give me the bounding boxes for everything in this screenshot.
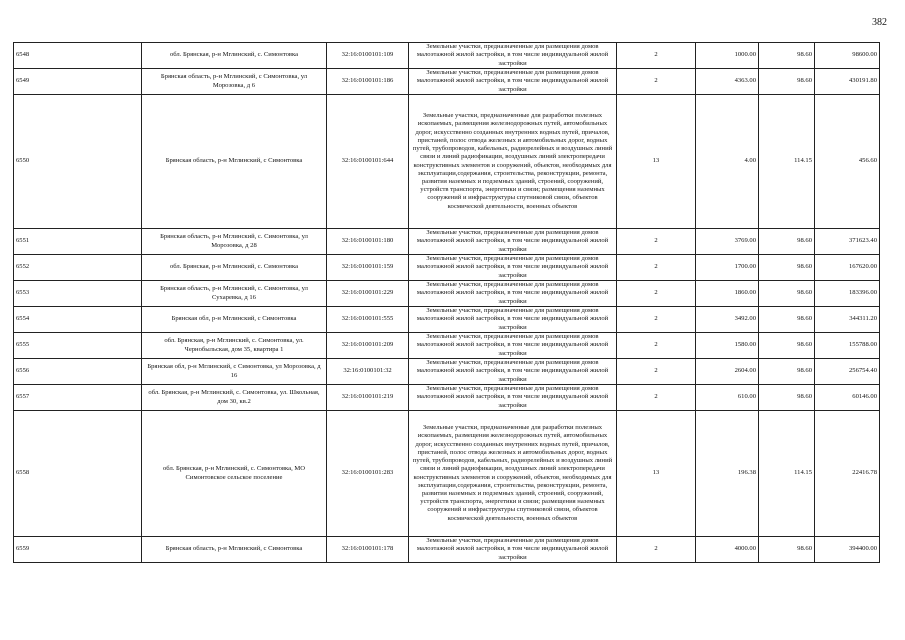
table-row [14,255,880,281]
address-cell: обл. Брянская, р-н Мглинский, с. Симонтовка, ул. Школьная, дом 30, кв.2 [142,385,327,411]
address-cell: обл. Брянская, р-н Мглинский, с. Симонтовка [142,255,327,281]
table-row [14,385,880,411]
use-category: 2 [617,281,696,307]
use-category: 2 [617,229,696,255]
cadastral-number: 32:16:0100101:186 [327,69,409,95]
record-number: 6558 [14,411,142,537]
use-category: 13 [617,411,696,537]
permitted-use: Земельные участки, предназначенные для размещения домов малоэтажной жилой застройки, в том числе индивидуальной жилой застройки [409,537,617,563]
cadastral-number: 32:16:0100101:109 [327,43,409,69]
permitted-use: Земельные участки, предназначенные для размещения домов малоэтажной жилой застройки, в том числе индивидуальной жилой застройки [409,307,617,333]
record-number: 6552 [14,255,142,281]
use-category: 2 [617,255,696,281]
cadastral-number: 32:16:0100101:159 [327,255,409,281]
rate-value: 114.15 [759,95,815,229]
use-category: 2 [617,385,696,411]
permitted-use: Земельные участки, предназначенные для разработки полезных ископаемых, размещения железнодорожных путей, автомобильных дорог, искусственно созданных внутренних водных путей, причалов, пристаней, полос отвода железных и автомобильных дорог, водных путей, трубопроводов, кабельных, радиорелейных и воздушных линий связи и линий радиофикации, воздушных линий электропередачи конструктивных элементов и сооружений, объектов, необходимых для эксплуатации,содержания, строительства, реконструкции, ремонта, развития наземных и подземных зданий, строений, сооружений, устройств транспорта, энергетики и связи; размещения наземных сооружений и инфраструктуры спутниковой связи, объектов космической деятельности, военных объектов [409,95,617,229]
table-row [14,229,880,255]
cadastral-value: 456.60 [815,95,880,229]
cadastral-number: 32:16:0100101:219 [327,385,409,411]
cadastral-value: 167620.00 [815,255,880,281]
cadastral-value: 155788.00 [815,333,880,359]
page-number: 382 [872,17,887,28]
permitted-use: Земельные участки, предназначенные для размещения домов малоэтажной жилой застройки, в том числе индивидуальной жилой застройки [409,69,617,95]
use-category: 13 [617,95,696,229]
address-cell: Брянская область, р-н Мглинский, с Симонтовка [142,95,327,229]
use-category: 2 [617,307,696,333]
table-row [14,333,880,359]
area-value: 1700.00 [696,255,759,281]
area-value: 4000.00 [696,537,759,563]
record-number: 6548 [14,43,142,69]
area-value: 1580.00 [696,333,759,359]
cadastral-value: 371623.40 [815,229,880,255]
address-cell: Брянская область, р-н Мглинский, с Симонтовка, ул Морозовка, д 6 [142,69,327,95]
cadastral-value: 344311.20 [815,307,880,333]
address-cell: обл. Брянская, р-н Мглинский, с. Симонтовка, МО Симонтовское сельское поселение [142,411,327,537]
permitted-use: Земельные участки, предназначенные для размещения домов малоэтажной жилой застройки, в том числе индивидуальной жилой застройки [409,385,617,411]
cadastral-value: 60146.00 [815,385,880,411]
record-number: 6559 [14,537,142,563]
cadastral-number: 32:16:0100101:209 [327,333,409,359]
area-value: 196.38 [696,411,759,537]
area-value: 1860.00 [696,281,759,307]
cadastral-number: 32:16:0100101:555 [327,307,409,333]
rate-value: 98.60 [759,255,815,281]
cadastral-value: 98600.00 [815,43,880,69]
table-row [14,411,880,537]
record-number: 6553 [14,281,142,307]
table-row [14,95,880,229]
use-category: 2 [617,69,696,95]
record-number: 6549 [14,69,142,95]
rate-value: 98.60 [759,359,815,385]
rate-value: 98.60 [759,307,815,333]
area-value: 4363.00 [696,69,759,95]
area-value: 3769.00 [696,229,759,255]
cadastral-number: 32:16:0100101:32 [327,359,409,385]
area-value: 4.00 [696,95,759,229]
cadastral-number: 32:16:0100101:283 [327,411,409,537]
rate-value: 98.60 [759,69,815,95]
use-category: 2 [617,537,696,563]
cadastral-number: 32:16:0100101:229 [327,281,409,307]
permitted-use: Земельные участки, предназначенные для разработки полезных ископаемых, размещения железнодорожных путей, автомобильных дорог, искусственно созданных внутренних водных путей, причалов, пристаней, полос отвода железных и автомобильных дорог, водных путей, трубопроводов, кабельных, радиорелейных и воздушных линий связи и линий радиофикации, воздушных линий электропередачи конструктивных элементов и сооружений, объектов, необходимых для эксплуатации,содержания, строительства, реконструкции, ремонта, развития наземных и подземных зданий, строений, сооружений, устройств транспорта, энергетики и связи; размещения наземных сооружений и инфраструктуры спутниковой связи, объектов космической деятельности, военных объектов [409,411,617,537]
table-row [14,537,880,563]
use-category: 2 [617,333,696,359]
cadastral-value: 183396.00 [815,281,880,307]
cadastral-number: 32:16:0100101:178 [327,537,409,563]
table-row [14,359,880,385]
permitted-use: Земельные участки, предназначенные для размещения домов малоэтажной жилой застройки, в том числе индивидуальной жилой застройки [409,281,617,307]
cadastral-number: 32:16:0100101:180 [327,229,409,255]
table-row [14,281,880,307]
record-number: 6550 [14,95,142,229]
land-registry-table [13,42,880,563]
rate-value: 98.60 [759,43,815,69]
area-value: 3492.00 [696,307,759,333]
permitted-use: Земельные участки, предназначенные для размещения домов малоэтажной жилой застройки, в том числе индивидуальной жилой застройки [409,333,617,359]
permitted-use: Земельные участки, предназначенные для размещения домов малоэтажной жилой застройки, в том числе индивидуальной жилой застройки [409,229,617,255]
record-number: 6557 [14,385,142,411]
area-value: 2604.00 [696,359,759,385]
record-number: 6551 [14,229,142,255]
address-cell: обл. Брянская, р-н Мглинский, с. Симонтовка [142,43,327,69]
use-category: 2 [617,359,696,385]
cadastral-value: 430191.80 [815,69,880,95]
address-cell: Брянская обл, р-н Мглинский, с Симонтовка, ул Морозовка, д 16 [142,359,327,385]
rate-value: 98.60 [759,333,815,359]
area-value: 610.00 [696,385,759,411]
rate-value: 114.15 [759,411,815,537]
permitted-use: Земельные участки, предназначенные для размещения домов малоэтажной жилой застройки, в том числе индивидуальной жилой застройки [409,255,617,281]
table-row [14,69,880,95]
use-category: 2 [617,43,696,69]
cadastral-value: 256754.40 [815,359,880,385]
rate-value: 98.60 [759,537,815,563]
record-number: 6554 [14,307,142,333]
table-row [14,43,880,69]
record-number: 6556 [14,359,142,385]
permitted-use: Земельные участки, предназначенные для размещения домов малоэтажной жилой застройки, в том числе индивидуальной жилой застройки [409,43,617,69]
address-cell: Брянская область, р-н Мглинский, с. Симонтовка, ул Сухаревка, д 16 [142,281,327,307]
address-cell: Брянская область, р-н Мглинский, с. Симонтовка, ул Морозовка, д 28 [142,229,327,255]
address-cell: Брянская область, р-н Мглинский, с Симонтовка [142,537,327,563]
rate-value: 98.60 [759,281,815,307]
address-cell: обл. Брянская, р-н Мглинский, с. Симонтовка, ул. Чернобыльская, дом 35, квартира 1 [142,333,327,359]
cadastral-value: 394400.00 [815,537,880,563]
permitted-use: Земельные участки, предназначенные для размещения домов малоэтажной жилой застройки, в том числе индивидуальной жилой застройки [409,359,617,385]
record-number: 6555 [14,333,142,359]
rate-value: 98.60 [759,229,815,255]
table-row [14,307,880,333]
cadastral-value: 22416.78 [815,411,880,537]
area-value: 1000.00 [696,43,759,69]
cadastral-number: 32:16:0100101:644 [327,95,409,229]
rate-value: 98.60 [759,385,815,411]
address-cell: Брянская обл, р-н Мглинский, с Симонтовка [142,307,327,333]
